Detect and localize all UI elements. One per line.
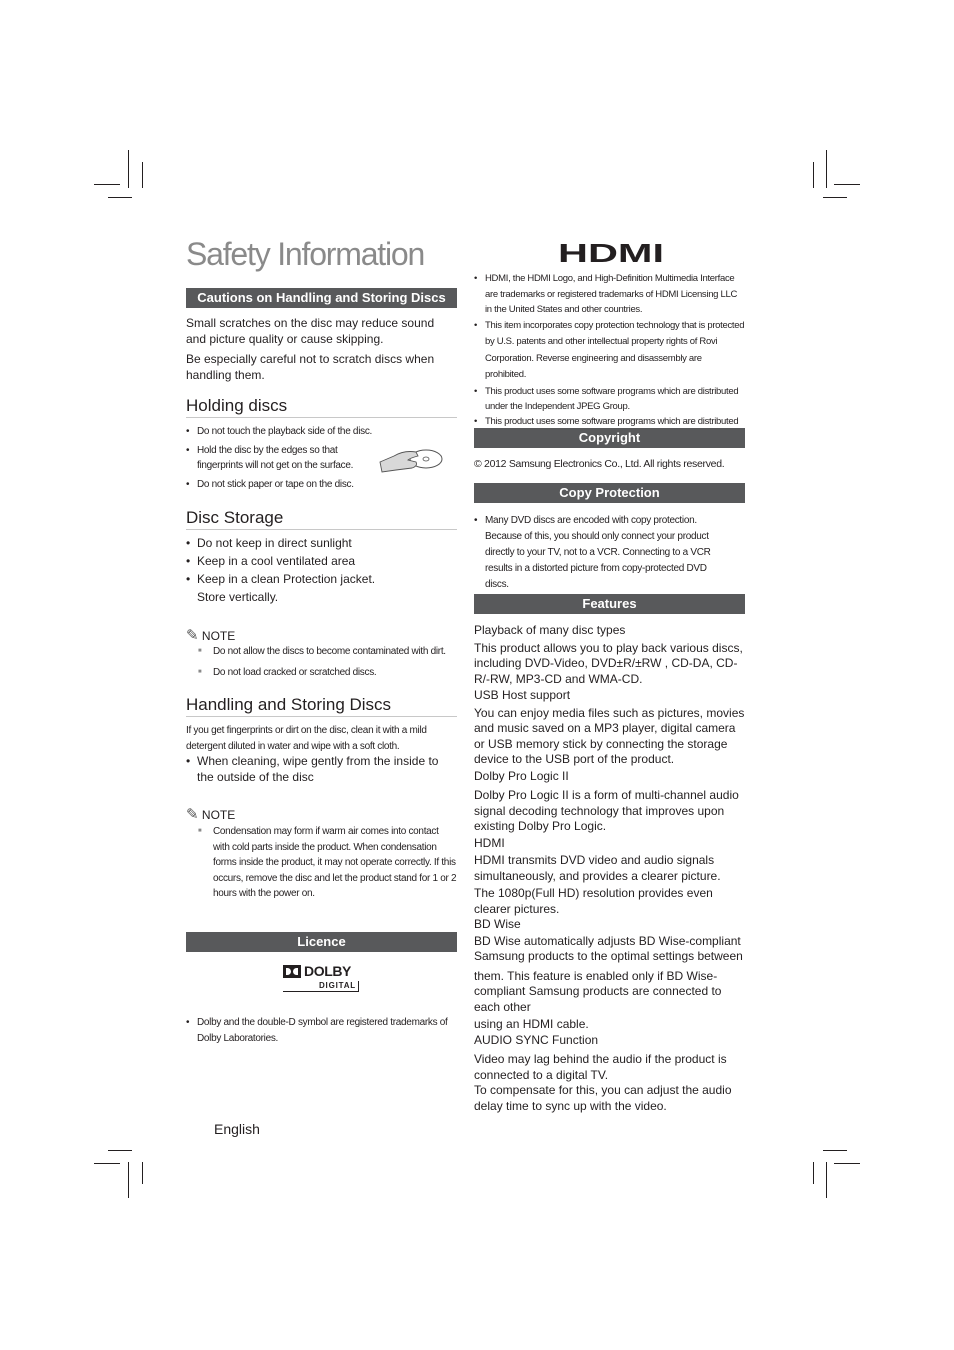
list-item: • Many DVD discs are encoded with copy protection. Because of this, you should only connect your product directly to your TV, not to a VCR. Connecting to a VCR results in a distorted picture from copy-protected DVD discs.: [474, 513, 730, 593]
handling-note-label: ✎ NOTE: [186, 806, 236, 823]
feature-title: Playback of many disc types: [474, 623, 626, 637]
pencil-icon: ✎: [186, 806, 199, 823]
licence-heading-bar: Licence: [186, 932, 457, 952]
features-section: [474, 623, 745, 1114]
feature-title: Dolby Pro Logic II: [474, 768, 569, 783]
list-item-continuation: Store vertically.: [197, 590, 279, 604]
dolby-digital-logo: [283, 964, 361, 992]
hdmi-logo-text: HDMI: [558, 241, 664, 265]
crop-mark: [94, 184, 120, 185]
cautions-paragraph-1: Small scratches on the disc may reduce sound and picture quality or cause skipping.: [186, 316, 435, 346]
copy-protection-list: [474, 513, 730, 593]
copyright-text: © 2012 Samsung Electronics Co., Ltd. All rights reserved.: [474, 458, 725, 470]
page-title: Safety Information: [186, 236, 425, 272]
hdmi-logo-graphic: [556, 241, 666, 265]
copyright-heading-bar: Copyright: [474, 428, 745, 448]
list-item: • This item incorporates copy protection technology that is protected by U.S. patents and other intellectual property rights of Rovi Corporation. Reverse engineering and disassembly are prohibited.: [474, 318, 745, 384]
feature-text: The 1080p(Full HD) resolution provides even clearer pictures.: [474, 886, 713, 916]
note-item: ■ Condensation may form if warm air comes into contact with cold parts inside the product. When condensation forms inside the product, it may not operate correctly. If this occurs, remove the disc and let the product stand for 1 or 2 hours with the power on.: [198, 824, 457, 902]
feature-text: This product allows you to play back various discs, including DVD-Video, DVD±R/±RW , CD-DA, CD-R/-RW, MP3-CD and WMA-CD.: [474, 640, 743, 686]
handling-note-list: [198, 824, 457, 902]
crop-mark: [834, 184, 860, 185]
feature-text: Dolby Pro Logic II is a form of multi-channel audio signal decoding technology that improves upon existing Dolby Pro Logic.: [474, 788, 739, 833]
handling-storing-heading: Handling and Storing Discs: [186, 695, 457, 717]
feature-text: To compensate for this, you can adjust the audio delay time to sync up with the video.: [474, 1083, 732, 1113]
handling-storing-section: [186, 723, 457, 785]
crop-mark: [94, 1163, 120, 1164]
list-item: • Keep in a clean Protection jacket.: [186, 572, 457, 588]
list-item: • Keep in a cool ventilated area: [186, 554, 457, 570]
list-item: • Do not keep in direct sunlight: [186, 536, 457, 552]
feature-text: HDMI transmits DVD video and audio signals simultaneously, and provides a clearer picture.: [474, 853, 721, 883]
feature-text: Video may lag behind the audio if the product is connected to a digital TV.: [474, 1052, 727, 1082]
note-item: ■ Do not allow the discs to become contaminated with dirt.: [198, 644, 457, 660]
list-item: • Do not touch the playback side of the disc.: [186, 424, 457, 440]
list-item: • HDMI, the HDMI Logo, and High-Definition Multimedia Interface are trademarks or registered trademarks of HDMI Licensing LLC in the United States and other countries.: [474, 271, 745, 318]
crop-mark: [826, 150, 827, 188]
crop-mark: [128, 1162, 129, 1198]
cautions-section: [186, 316, 457, 383]
copy-protection-heading-bar: Copy Protection: [474, 483, 745, 503]
hand-holding-disc-illustration: [378, 442, 444, 476]
feature-text: You can enjoy media files such as pictures, movies and music saved on a MP3 player, digital camera or USB memory stick by connecting the storage device to the USB port of the product.: [474, 705, 745, 766]
crop-mark: [142, 1162, 143, 1184]
storage-note-list: [198, 644, 457, 680]
storage-note-label: ✎ NOTE: [186, 627, 236, 644]
disc-storage-list: [186, 536, 457, 606]
list-item: • Dolby and the double-D symbol are registered trademarks of Dolby Laboratories.: [186, 1015, 457, 1046]
feature-text: them. This feature is enabled only if BD Wise-compliant Samsung products are connected to each other: [474, 968, 722, 1014]
features-heading-bar: Features: [474, 594, 745, 614]
dolby-digital-label: DIGITAL: [283, 981, 359, 992]
crop-mark: [826, 1162, 827, 1198]
hdmi-notes-list: [474, 271, 745, 444]
crop-mark: [823, 1150, 847, 1151]
list-item: • Hold the disc by the edges so that fingerprints will not get on the surface.: [186, 443, 373, 474]
list-item: • This product uses some software programs which are distributed under the Independent JPEG Group.: [474, 384, 745, 414]
feature-title: HDMI: [474, 835, 505, 850]
feature-text: using an HDMI cable.: [474, 1017, 589, 1031]
crop-mark: [108, 1150, 132, 1151]
crop-mark: [142, 162, 143, 188]
list-item: • Do not stick paper or tape on the disc.: [186, 477, 457, 493]
dolby-wordmark: DOLBY: [304, 963, 352, 979]
cautions-heading-bar: Cautions on Handling and Storing Discs: [186, 288, 457, 308]
hdmi-logo: [556, 241, 666, 265]
crop-mark: [834, 1163, 860, 1164]
holding-discs-heading: Holding discs: [186, 396, 457, 418]
feature-title: AUDIO SYNC Function: [474, 1032, 599, 1047]
list-item: • This product uses some software programs which are distributed: [474, 414, 745, 444]
feature-text: BD Wise automatically adjusts BD Wise-compliant Samsung products to the optimal settings between: [474, 933, 743, 963]
crop-mark: [128, 150, 129, 188]
crop-mark: [823, 197, 847, 198]
handling-paragraph: If you get fingerprints or dirt on the disc, clean it with a mild detergent diluted in water and wipe with a soft cloth.: [186, 725, 427, 752]
feature-title: USB Host support: [474, 688, 571, 702]
page-footer-language: English: [214, 1121, 260, 1137]
cautions-paragraph-2: Be especially careful not to scratch discs when handling them.: [186, 352, 435, 382]
disc-storage-heading: Disc Storage: [186, 508, 457, 530]
crop-mark: [813, 1162, 814, 1184]
pencil-icon: ✎: [186, 627, 199, 644]
crop-mark: [108, 197, 132, 198]
feature-title: BD Wise: [474, 917, 521, 931]
licence-list: [186, 1015, 457, 1046]
crop-mark: [813, 162, 814, 188]
list-item: • When cleaning, wipe gently from the inside to the outside of the disc: [186, 754, 457, 785]
note-item: ■ Do not load cracked or scratched discs.: [198, 665, 457, 681]
dolby-double-d-icon: [283, 965, 301, 978]
